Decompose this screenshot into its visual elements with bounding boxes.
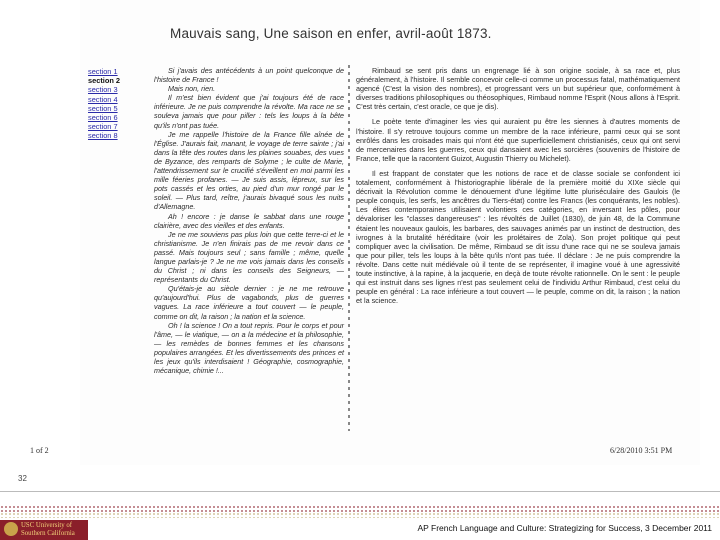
footer-pattern bbox=[0, 505, 720, 512]
commentary-paragraph: Rimbaud se sent pris dans un engrenage lié à son origine sociale, à sa race et, plus généralement, à l'histoire. Il semble concevoir celle-ci comme un processus fatal, mathématiquement agencé (C'est la vision des nombres), et progressant vers un but supérieur que, conformément à diverses traditions philosophiques ou théosophiques, Rimbaud nomme l'Esprit (Nous allons à l'Esprit. C'est très certain, c'est oracle, ce que je dis). bbox=[356, 66, 680, 112]
usc-logo bbox=[0, 520, 88, 540]
poem-paragraph: Il m'est bien évident que j'ai toujours été de race inférieure. Je ne puis comprendre la révolte. Ma race ne se souleva jamais que pour piller : tels les loups à la bête qu'ils n'ont pas tuée. bbox=[154, 93, 344, 130]
commentary-paragraph: Le poète tente d'imaginer les vies qui auraient pu être les siennes à d'autres moments de l'histoire. Il s'y retrouve toujours comme un membre de la race inférieure, parmi ceux qui se sont enrôlés dans les croisades mais qui n'ont été que superficiellement christianisés, ceux qui ont servi de mercenaires dans les guerres, ceux qui dansaient avec les sorcières (souvenirs de l'histoire de France, telle que la racontent Guizot, Augustin Thierry ou Michelet). bbox=[356, 117, 680, 163]
slide-number: 32 bbox=[18, 474, 27, 483]
poem-paragraph: Mais non, rien. bbox=[168, 84, 216, 94]
poem-paragraph: Je me rappelle l'histoire de la France fille aînée de l'Église. J'aurais fait, manant, le voyage de terre sainte ; j'ai dans la tête des routes dans les plaines souabes, des vues de Byzance, des remparts de Solyme ; le culte de Marie, l'attendrissement sur le crucifié s'éveillent en moi parmi les mille féeries profanes. — Je suis assis, lépreux, sur les pots cassés et les orties, au pied d'un mur rongé par le soleil. — Plus tard, reître, j'aurais bivaqué sous les nuits d'Allemagne. bbox=[154, 129, 344, 212]
slide-caption: AP French Language and Culture: Strategizing for Success, 3 December 2011 bbox=[417, 523, 712, 533]
poem-paragraph: Ah ! encore : je danse le sabbat dans une rouge clairière, avec des vieilles et des enfants. bbox=[154, 211, 344, 230]
section-list bbox=[88, 67, 152, 141]
logo-line-2: Southern California bbox=[21, 530, 75, 537]
poem-paragraph: Je ne me souviens pas plus loin que cette terre-ci et le christianisme. Je n'en finirais pas de me revoir dans ce passé. Mais toujours seul ; sans famille ; même, quelle langue parlais-je ? Je ne me vois jamais dans les conseils du Christ ; ni dans les conseils des Seigneurs, — représentants du Christ. bbox=[154, 229, 344, 285]
column-divider bbox=[348, 65, 350, 431]
section-link[interactable]: section 6 bbox=[88, 113, 118, 123]
page-counter: 1 of 2 bbox=[30, 446, 49, 455]
poem-paragraph: Qu'étais-je au siècle dernier : je ne me retrouve qu'aujourd'hui. Plus de vagabonds, plus de guerres vagues. La race inférieure a tout couvert — le peuple, comme on dit, la raison ; la nation et la science. bbox=[154, 284, 344, 321]
section-link[interactable]: section 7 bbox=[88, 122, 118, 132]
section-link-current[interactable]: section 2 bbox=[88, 76, 121, 86]
poem-text bbox=[154, 66, 344, 375]
section-link[interactable]: section 5 bbox=[88, 103, 118, 113]
poem-paragraph: Si j'avais des antécédents à un point quelconque de l'histoire de France ! bbox=[154, 66, 344, 85]
poem-paragraph: Oh ! la science ! On a tout repris. Pour le corps et pour l'âme, — le viatique, — on a la médecine et la philosophie, — les remèdes de bonnes femmes et les chansons populaires arrangées. Et les divertissements des princes et les jeux qu'ils interdisaient ! Géographie, cosmographie, mécanique, chimie !... bbox=[154, 320, 344, 376]
footer-rule bbox=[0, 491, 720, 492]
commentary-paragraph: Il est frappant de constater que les notions de race et de classe sociale se confondent ici totalement, conformément à l'historiographie libérale de la première moitié du XIXe siècle qui décrivait la Révolution comme le dénouement d'une légitime lutte pluriséculaire des Gaulois (le peuple conquis, les serfs, les ancêtres du Tiers-état) contre les Francs (les conquérants, les nobles). Les élites contemporaines utilisaient volontiers ces catégories, en inversant les pôles, pour dévaloriser les "classes dangereuses" : les révoltés de Juillet (1830), de juin 48, de la Commune étaient les nouveaux gaulois, les barbares, des sauvages animés par un instinct de destruction, des ivrognes à la brutalité héréditaire (voir les prolétaires de Zola). Son projet politique qui peut compliquer avec la civilisation. De même, Rimbaud se dit issu d'une race qui ne se souleva jamais que pour piller, tels les loups à la bête qu'ils n'ont pas tuée. Il déclare : Je ne puis comprendre la révolte. Dans cette nuit médiévale où il tente de se représenter, il imagine voué à une agressivité toute instinctive, à la rapine, à la jacquerie, en deçà de toute révolte rationnelle. On le sent : le peuple qui est instruit dans ses lignes n'est pas seulement celui de l'individu Arthur Rimbaud, c'est celui du peuple en général : La race inférieure a tout couvert — le peuple, comme on dit, la raison ; la nation et la science. bbox=[356, 168, 680, 306]
section-link[interactable]: section 3 bbox=[88, 85, 118, 95]
section-link[interactable]: section 4 bbox=[88, 94, 118, 104]
section-link[interactable]: section 8 bbox=[88, 131, 118, 141]
print-timestamp: 6/28/2010 3:51 PM bbox=[610, 446, 673, 455]
document-title: Mauvais sang, Une saison en enfer, avril-août 1873. bbox=[170, 26, 492, 41]
logo-line-1: USC University of bbox=[21, 522, 72, 529]
section-link[interactable]: section 1 bbox=[88, 67, 118, 76]
commentary-text bbox=[356, 66, 680, 311]
footer-pattern-gold bbox=[0, 512, 720, 518]
usc-seal-icon bbox=[4, 522, 18, 536]
